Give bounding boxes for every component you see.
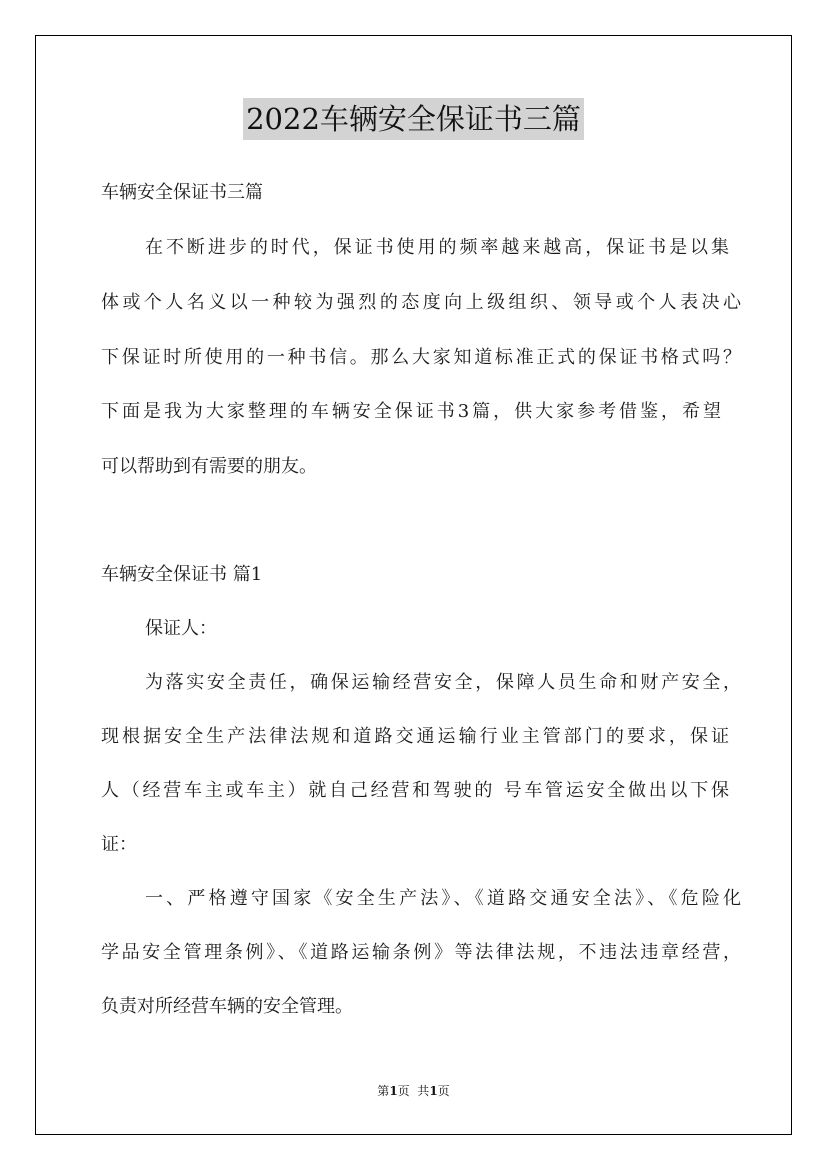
intro-line-3: 下保证时所使用的一种书信。那么大家知道标准正式的保证书格式吗？ <box>101 347 741 368</box>
para2-line-3: 负责对所经营车辆的安全管理。 <box>101 996 353 1017</box>
footer-suffix: 页 <box>437 1084 450 1098</box>
intro-line-1: 在不断进步的时代，保证书使用的频率越来越高，保证书是以集 <box>145 237 729 258</box>
page-footer <box>0 1083 827 1099</box>
footer-page-total: 1 <box>429 1084 438 1098</box>
para2-line-1: 一、严格遵守国家《安全生产法》、《道路交通安全法》、《危险化 <box>145 888 741 909</box>
para1-line-2: 现根据安全生产法律法规和道路交通运输行业主管部门的要求，保证 <box>101 726 729 747</box>
para1-line-1: 为落实安全责任，确保运输经营安全，保障人员生命和财产安全， <box>145 672 741 693</box>
document-title: 2022车辆安全保证书三篇 <box>243 98 584 140</box>
para2-line-2: 学品安全管理条例》、《道路运输条例》等法律法规，不违法违章经营， <box>101 942 741 963</box>
intro-line-2: 体或个人名义以一种较为强烈的态度向上级组织、领导或个人表决心 <box>101 292 741 313</box>
guarantor-label: 保证人： <box>145 618 217 639</box>
footer-middle: 页 共 <box>397 1084 430 1098</box>
intro-line-4: 下面是我为大家整理的车辆安全保证书3篇，供大家参考借鉴，希望 <box>101 401 721 422</box>
title-container <box>0 98 827 140</box>
para1-line-3: 人（经营车主或车主）就自己经营和驾驶的 号车管运安全做出以下保 <box>101 780 729 801</box>
section-heading-1: 车辆安全保证书 篇1 <box>101 564 263 585</box>
footer-prefix: 第 <box>377 1084 390 1098</box>
para1-line-4: 证： <box>101 834 137 855</box>
footer-page-number: 1 <box>389 1084 398 1098</box>
section-heading-intro: 车辆安全保证书三篇 <box>101 182 263 203</box>
intro-line-5: 可以帮助到有需要的朋友。 <box>101 456 317 477</box>
